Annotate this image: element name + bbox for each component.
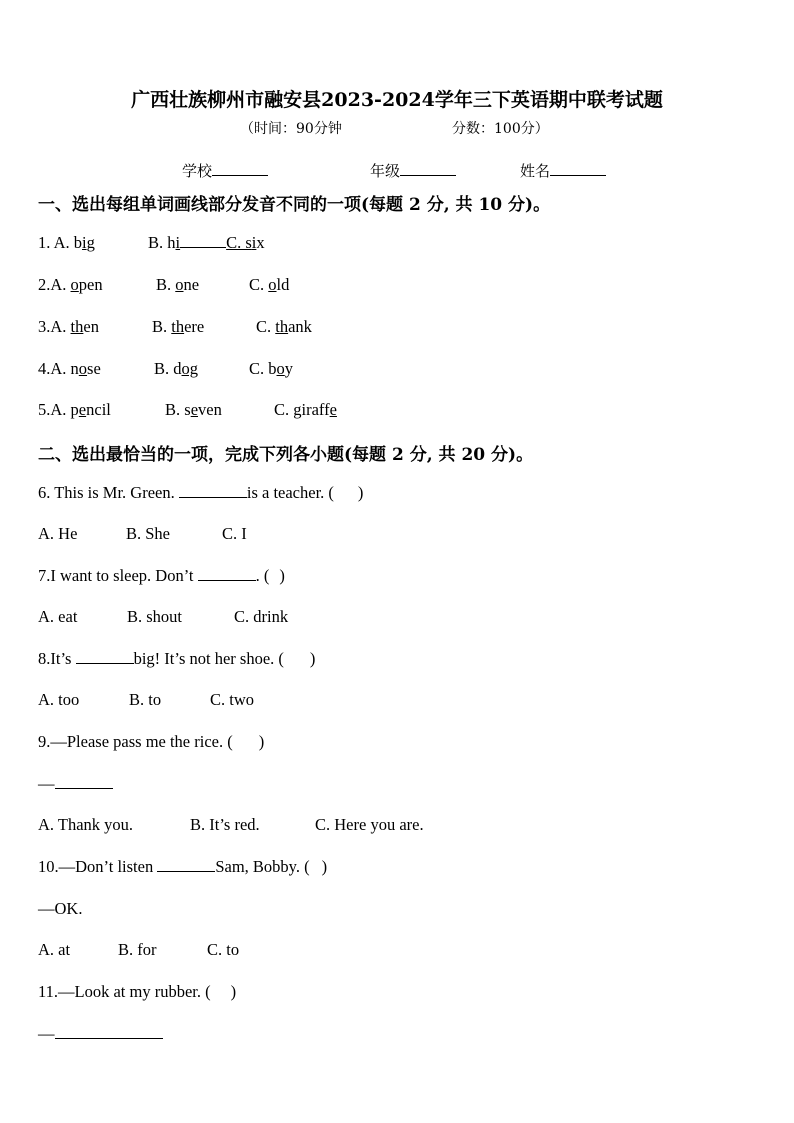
q8-option-c[interactable]: C. two: [210, 690, 255, 709]
q8-text-a: 8.It’s: [38, 649, 76, 668]
q9-blank[interactable]: [55, 774, 113, 789]
q2-b-underlined: o: [175, 275, 184, 294]
q9-close-paren: ): [258, 732, 265, 751]
q11-blank[interactable]: [55, 1024, 163, 1039]
q3-option-b: [152, 317, 204, 337]
score-info: 分数：100分）: [452, 121, 549, 137]
q4-option-c: [249, 359, 293, 379]
grade-blank[interactable]: [400, 161, 456, 176]
q10-reply: —OK.: [38, 899, 83, 918]
q3-a-underlined: th: [70, 317, 84, 336]
q7-text-a: 7.I want to sleep. Don’t: [38, 566, 198, 585]
q7-text-b: . (: [255, 566, 270, 585]
q8-text-b: big! It’s not her shoe. (: [133, 649, 284, 668]
q5-a-underlined: e: [78, 400, 87, 419]
q9-option-a[interactable]: A. Thank you.: [38, 815, 134, 834]
page-title: 广西壮族柳州市融安县2023-2024学年三下英语期中联考试题: [131, 89, 663, 111]
q4-a-rest: se: [87, 359, 101, 378]
q6-text-a: 6. This is Mr. Green.: [38, 483, 179, 502]
q9-reply-dash: —: [38, 774, 55, 793]
q7-option-c[interactable]: C. drink: [234, 607, 289, 626]
question-7: [38, 566, 285, 586]
q8-option-b[interactable]: B. to: [129, 690, 162, 709]
q5-c-prefix: C. giraff: [274, 400, 330, 419]
q3-c-prefix: C.: [256, 317, 276, 336]
q3-c-rest: ank: [288, 317, 312, 336]
q5-b-rest: ven: [198, 400, 222, 419]
name-label: 姓名: [520, 162, 551, 180]
q4-c-underlined: o: [276, 359, 285, 378]
q1-option-c-rest: x: [256, 233, 265, 252]
time-info: （时间：90分钟: [240, 121, 342, 137]
q7-option-a[interactable]: A. eat: [38, 607, 78, 626]
q2-prefix: 2.A.: [38, 275, 71, 294]
q1-option-a-prefix: 1. A. b: [38, 233, 83, 252]
q6-option-a[interactable]: A. He: [38, 524, 78, 543]
q11-text-a: 11.—Look at my rubber. (: [38, 982, 211, 1001]
q9-text-a: 9.—Please pass me the rice. (: [38, 732, 233, 751]
school-field: [182, 160, 268, 181]
q2-c-underlined: o: [268, 275, 277, 294]
section-2-heading: 二、选出最恰当的一项，完成下列各小题(每题 2 分, 共 20 分)。: [38, 445, 534, 465]
q4-c-prefix: C. b: [249, 359, 277, 378]
q11-reply-dash: —: [38, 1024, 55, 1043]
q8-option-a[interactable]: A. too: [38, 690, 80, 709]
q10-blank[interactable]: [157, 857, 215, 872]
question-2: [38, 275, 103, 295]
q10-text-a: 10.—Don’t listen: [38, 857, 158, 876]
q1-option-b: [148, 233, 265, 253]
q2-option-c: [249, 275, 289, 295]
q4-prefix: 4.A. n: [38, 359, 79, 378]
q3-b-prefix: B.: [152, 317, 172, 336]
section-1-heading: 一、选出每组单词画线部分发音不同的一项(每题 2 分, 共 10 分)。: [38, 195, 551, 215]
q5-a-rest: ncil: [86, 400, 111, 419]
q4-b-underlined: og: [181, 359, 199, 378]
q10-option-a[interactable]: A. at: [38, 940, 71, 959]
q5-option-b: [165, 400, 222, 420]
grade-field: [370, 160, 456, 181]
q6-blank[interactable]: [179, 483, 247, 498]
q2-a-underlined: o: [70, 275, 79, 294]
q8-blank[interactable]: [76, 649, 134, 664]
q2-c-rest: ld: [276, 275, 290, 294]
q4-b-prefix: B. d: [154, 359, 182, 378]
q2-c-prefix: C.: [249, 275, 269, 294]
q5-b-prefix: B. s: [165, 400, 191, 419]
question-5: [38, 400, 111, 420]
question-3: [38, 317, 99, 337]
q3-c-underlined: th: [275, 317, 289, 336]
name-blank[interactable]: [550, 161, 606, 176]
question-8: [38, 649, 315, 669]
question-10: [38, 857, 327, 877]
q4-option-b: [154, 359, 198, 379]
name-field: [520, 160, 606, 181]
q1-option-b-underlined: i: [175, 233, 181, 252]
q10-option-b[interactable]: B. for: [118, 940, 157, 959]
school-blank[interactable]: [212, 161, 268, 176]
q2-b-prefix: B.: [156, 275, 176, 294]
q1-blank: [180, 234, 226, 248]
question-6: [38, 483, 363, 503]
question-11: [38, 982, 236, 1002]
q6-close-paren: ): [357, 483, 364, 502]
q5-b-underlined: e: [190, 400, 199, 419]
q4-a-underlined: o: [78, 359, 88, 378]
q2-a-rest: pen: [78, 275, 103, 294]
q2-b-rest: ne: [183, 275, 200, 294]
q6-option-b[interactable]: B. She: [126, 524, 171, 543]
q9-option-b[interactable]: B. It’s red.: [190, 815, 260, 834]
q10-close-paren: ): [321, 857, 328, 876]
q10-text-b: Sam, Bobby. (: [215, 857, 310, 876]
question-1: [38, 233, 95, 253]
q1-option-c-underlined: i: [251, 233, 257, 252]
q3-option-c: [256, 317, 312, 337]
q4-c-rest: y: [284, 359, 294, 378]
q11-close-paren: ): [230, 982, 237, 1001]
q5-prefix: 5.A. p: [38, 400, 79, 419]
q3-a-rest: en: [83, 317, 99, 336]
q10-option-c[interactable]: C. to: [207, 940, 240, 959]
q3-b-rest: ere: [184, 317, 205, 336]
question-9: [38, 732, 264, 752]
school-label: 学校: [182, 162, 213, 180]
grade-label: 年级: [370, 162, 401, 180]
q2-option-b: [156, 275, 199, 295]
q9-reply: [38, 774, 113, 794]
q1-option-a-underlined: i: [82, 233, 87, 252]
q7-close-paren: ): [279, 566, 285, 585]
q7-blank[interactable]: [198, 566, 256, 581]
q3-prefix: 3.A.: [38, 317, 71, 336]
q1-option-a-rest: g: [86, 233, 95, 252]
q1-option-b-prefix: B. h: [148, 233, 176, 252]
q6-option-c[interactable]: C. I: [222, 524, 247, 543]
q5-c-underlined: e: [329, 400, 337, 419]
q7-option-b[interactable]: B. shout: [127, 607, 183, 626]
q1-option-c-prefix: C. s: [226, 233, 252, 252]
q3-b-underlined: th: [171, 317, 185, 336]
q9-option-c[interactable]: C. Here you are.: [315, 815, 424, 834]
question-4: [38, 359, 101, 379]
q6-text-b: is a teacher. (: [246, 483, 334, 502]
q5-option-c: [274, 400, 337, 420]
q8-close-paren: ): [309, 649, 316, 668]
q11-reply: [38, 1024, 163, 1044]
